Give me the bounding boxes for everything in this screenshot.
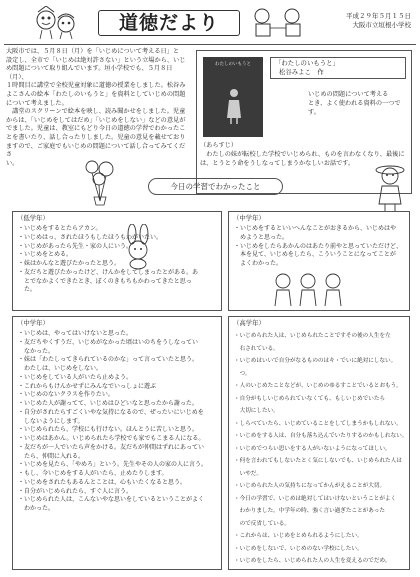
comment-item: た。	[18, 286, 37, 294]
comment-item: いやだ。	[234, 470, 262, 477]
comment-item: ・いじめをする人は、自分も落ち込んでいたりするのかもしれない。	[234, 433, 408, 439]
intro-line: よこさんの絵本「わたしのいもうと」を資料としていじめの問題	[6, 90, 186, 98]
intro-line: 大阪市では、５月８日（月）を「いじめについて考える日」と	[6, 48, 180, 55]
comment-item: ・いじめられた人は、いじめられたことですその後の人生を左	[234, 333, 391, 339]
comment-item: ・いじめた人が謝ってて、いじめはひどいなと思ったから謝った。	[18, 400, 198, 407]
book-author: 松谷みよこ 作	[279, 68, 324, 76]
comment-item: わかった。	[18, 505, 55, 512]
comment-item: 大切にしたい。	[234, 408, 279, 414]
comment-item: ・自分がいじめられたら、すぐ人に言う。	[18, 487, 133, 495]
comment-item: ・何を言われてもしないたとく気にしないでも、いじめられた人は	[234, 458, 402, 464]
comment-item: ・いじめられた人の気持ちになってかんがえることが大切。	[234, 483, 386, 489]
comment-item: ・いじめがあったら先生・家の人にいう。	[18, 242, 132, 250]
book-title-box	[270, 57, 406, 79]
issue-date: 平成２９年５月１５日	[346, 12, 411, 20]
issue-date-block	[333, 12, 411, 30]
intro-line: ますので、ご家庭でもいじめの問題について話し合ってみてくださ	[6, 142, 186, 159]
middle-grade-comments-2	[18, 330, 207, 514]
book-description-line: とき、よく使われる資料の一つで	[308, 100, 401, 107]
comment-item: ・いじめをするといいへんなことがおきるから、いじめはや	[234, 225, 397, 232]
comment-item: ・これからは、いじめをとめられるようにしたい。	[234, 533, 363, 539]
comment-item: ・いじめをしたらあかんのはあたり前やと思っていただけど、	[234, 242, 403, 250]
comment-item: とでなかよくできたとき、ぼくのきもちもかわってきたと思っ	[18, 277, 192, 285]
comment-item: わかりました。中学年の時、強く言い過ぎたことがあった	[234, 508, 385, 514]
comment-item: ・これからもけんかせずにみんなでいっしょに遊ぶ	[18, 382, 157, 390]
intro-line: 設定し、全市で「いじめは絶対許さない」という立場から、いじ	[6, 56, 186, 64]
upper-grade-box	[228, 316, 410, 570]
comment-item: ・もし、今いじめをする人がいたら、止めたりします。	[18, 470, 168, 477]
comment-item: たら、仲間に入れる。	[18, 452, 85, 460]
comment-item: ・いじめでつらい思いをする人がいないようになってほしい。	[234, 445, 391, 452]
comment-item: ・今日の学習で、いじめは絶対してはいけないということがよく	[234, 495, 397, 502]
comment-item: わたしは、いじめをしない。	[18, 365, 103, 372]
comment-item: ・友だちやくすうだ、いじめがなかった頃はいのちをうしなってい	[18, 338, 199, 346]
middle-grade-box	[228, 211, 410, 311]
intro-text	[6, 48, 191, 168]
comment-item: ・いじめを見たら、「やめろ」という。先生やその人の家の人に言う。	[18, 461, 208, 469]
comment-item: ・いじめられたら、学校にも行けない。ほんとうに苦しいと思う。	[18, 426, 199, 434]
comment-item: 右されている。	[234, 345, 279, 352]
upper-grade-comments	[234, 330, 407, 568]
children-reading-icon	[248, 6, 308, 40]
comment-item: ・いじめられた人は、こんないやな思いをしているということがよく	[18, 496, 205, 504]
intro-line: い。	[6, 159, 19, 167]
comment-item: ・友だちと遊びたかったけど、けんかをしてしまったとがある。あ	[18, 268, 199, 276]
book-cover-text: わたしのいもうと	[215, 62, 251, 67]
comment-item: ・妹はかんなと遊びたかったと思う。	[18, 260, 121, 267]
comment-item: ・いじめをされたもあるんとことは、心もいたくなると思う。	[18, 478, 187, 486]
intro-line: 講堂のスクリーンで絵本を映し、読み聞かせをしました。児童	[6, 108, 186, 116]
comment-item: ・しらべていたら、いじめていることをしてしまうかもしれない。	[234, 420, 402, 427]
middle-grade-box-2	[12, 316, 222, 570]
comment-item: しないようにします。	[18, 417, 84, 425]
intro-line: め問題について取り組んでいます。垣小学校でも、５月８日（月）、	[6, 65, 173, 81]
section-banner: 今日の学習でわかったこと	[148, 178, 283, 195]
book-title: 「わたしのいもうと」	[275, 59, 339, 67]
comment-item: ・いじめをしないで、いじめのない学校にしたい。	[234, 545, 363, 552]
comment-item: ・いじめはいいで自分がなるもののはキ・でいに絶対にしない。	[234, 358, 397, 364]
intro-line: からは、「いじめをしてはだめ」「いじめをしない」などの意見が	[6, 116, 186, 124]
header-divider	[4, 44, 416, 45]
comment-item: ・いじめは、やってはいけないと思った。	[18, 330, 133, 337]
clown-mascot-icon	[32, 6, 82, 40]
comment-item: つ。	[234, 370, 251, 377]
intro-line: でました。児童は、教室にもどり今日の道徳の学習でわかったこ	[6, 125, 186, 133]
synopsis-line: わたしの妹が転校した学校でいじめられ、ものを言わなくなり、最後に	[200, 151, 405, 158]
lower-grade-box	[12, 211, 222, 311]
comment-item: ・いじめをしたら、いじめられた人の人生を変えるのでだめ。	[234, 558, 391, 564]
comment-item: ・自分がされたらすごくいやな気持になるので、ぜったいにいじめを	[18, 408, 204, 416]
comment-item: なかった。	[18, 347, 55, 355]
rabbit-icon	[121, 224, 155, 270]
comment-item: ・人のいじめたことなどが、いじめのゆるすことでいるとおもう。	[234, 383, 402, 389]
comment-item: ・いじめはあかん。いじめられたら学校でも家でもこまる人になる。	[18, 435, 205, 442]
comment-item: ・いじめのないクラスを作りたい。	[18, 391, 114, 399]
lower-grade-label: （低学年）	[17, 214, 49, 222]
middle-grade-comments	[234, 225, 402, 269]
comment-item: ・いじめをとめる。	[18, 251, 73, 259]
comment-item: ・友だちが一人でいたら声をかける。友だちが仲間はずれにあってい	[18, 443, 204, 451]
girl-with-hat-icon	[372, 160, 408, 212]
book-description-line: す。	[308, 109, 320, 116]
comment-item: ・いじめをするとたらアカン。	[18, 225, 102, 232]
comment-item: よくわかった。	[234, 260, 283, 267]
intro-line: について考えました。	[6, 99, 68, 107]
lower-grade-comments	[18, 225, 198, 295]
girl-silhouette-icon	[226, 88, 242, 124]
book-description-line: いじめの問題について考える	[308, 91, 389, 98]
comment-item: ・妹は「わたしってきられているのかな」って言っていたと思う。	[18, 356, 199, 364]
comment-item: ・いじめはっ、されたほうもしたほうもわがいたい。	[18, 233, 163, 241]
intro-line: １時間目に講堂で全校児童対象に道徳の授業をしました。松谷み	[6, 82, 186, 90]
newsletter-title: 道徳だより	[98, 10, 240, 36]
comment-item: 本を見て、いじめをしたら、こういうことになってことが	[234, 251, 396, 259]
synopsis-label: （あらすじ）	[200, 142, 238, 149]
comment-item: ので反省している。	[234, 520, 290, 527]
book-description	[308, 90, 408, 117]
school-name: 大阪市立垣根小学校	[352, 21, 411, 29]
middle-grade-label-2: （中学年）	[17, 319, 49, 327]
comment-item: めようと思った。	[234, 233, 289, 241]
upper-grade-label: （高学年）	[233, 319, 265, 327]
flower-bouquet-icon	[80, 157, 120, 207]
middle-grade-label: （中学年）	[233, 214, 265, 222]
intro-line: とを書いたり、話し合ったりしました。児童の意見を載せており	[6, 133, 186, 141]
children-talking-icon	[269, 272, 347, 308]
comment-item: ・いじめをしている人がいたら止めよう。	[18, 373, 133, 381]
synopsis-line: は、とうとう命をうしなってしまうかなしいお話です。	[200, 160, 355, 167]
comment-item: ・自分がもしいじめられていなくても、もしいじめでいたら	[234, 395, 386, 402]
